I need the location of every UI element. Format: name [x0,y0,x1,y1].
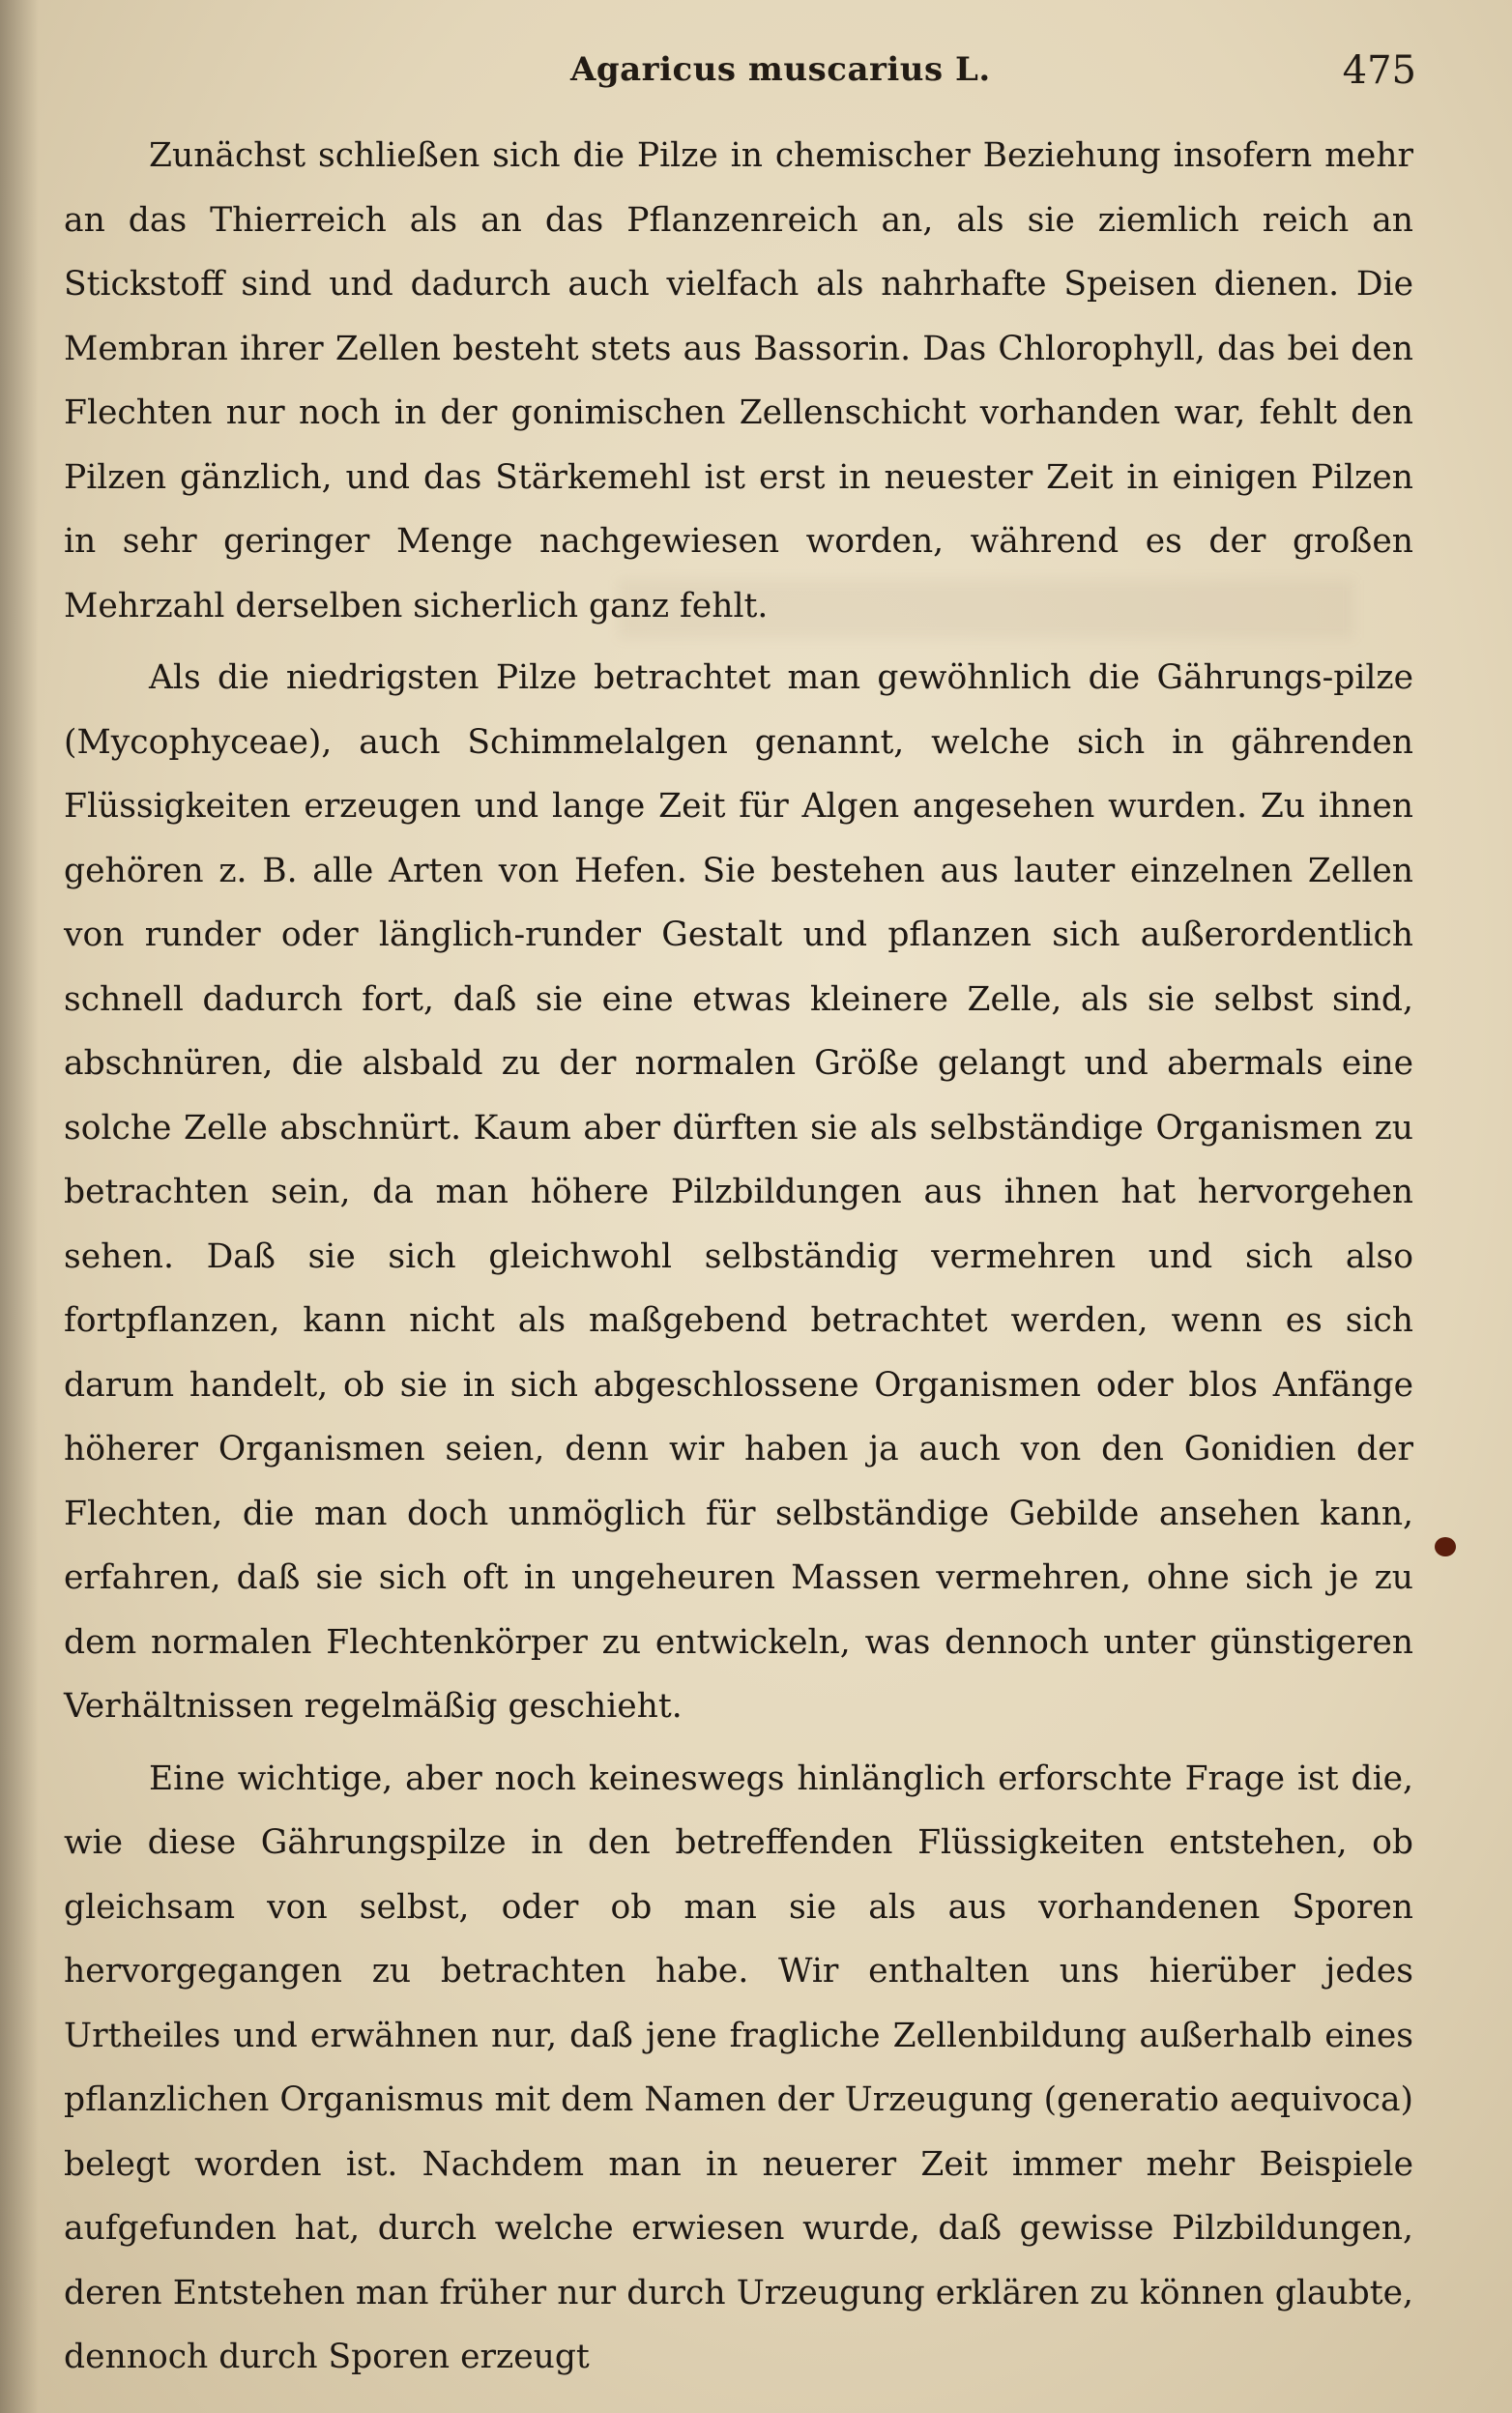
ink-spot-mark [1435,1537,1456,1556]
paragraph-3: Eine wichtige, aber noch keineswegs hinlänglich erforschte Frage ist die, wie diese Gährungspilze in den betreffenden Flüssigkeiten entstehen, ob gleichsam von selbst, oder ob man sie als aus vorhandenen Sporen hervorgegangen zu betrachten habe. Wir enthalten uns hierüber jedes Urtheiles und erwähnen nur, daß jene fragliche Zellenbildung außerhalb eines pflanzlichen Organismus mit dem Namen der Urzeugung (generatio aequivoca) belegt worden ist. Nachdem man in neuerer Zeit immer mehr Beispiele aufgefunden hat, durch welche erwiesen wurde, daß gewisse Pilzbildungen, deren Entstehen man früher nur durch Urzeugung erklären zu können glaubte, dennoch durch Sporen erzeugt [64,1759,1413,2376]
gutter-shadow [0,0,39,2413]
page-number: 475 [1342,48,1416,93]
body-text [64,124,1413,2398]
paragraph-1: Zunächst schließen sich die Pilze in chemischer Beziehung insofern mehr an das Thierreich als an das Pflanzenreich an, als sie ziemlich reich an Stickstoff sind und dadurch auch vielfach als nahrhafte Speisen dienen. Die Membran ihrer Zellen besteht stets aus Bassorin. Das Chlorophyll, das bei den Flechten nur noch in der gonimischen Zellenschicht vorhanden war, fehlt den Pilzen gänzlich, und das Stärkemehl ist erst in neuester Zeit in einigen Pilzen in sehr geringer Menge nachgewiesen worden, während es der großen Mehrzahl derselben sicherlich ganz fehlt. [64,136,1413,625]
paragraph-2: Als die niedrigsten Pilze betrachtet man gewöhnlich die Gährungs-pilze (Mycophyceae), auch Schimmelalgen genannt, welche sich in gährenden Flüssigkeiten erzeugen und lange Zeit für Algen angesehen wurden. Zu ihnen gehören z. B. alle Arten von Hefen. Sie bestehen aus lauter einzelnen Zellen von runder oder länglich-runder Gestalt und pflanzen sich außerordentlich schnell dadurch fort, daß sie eine etwas kleinere Zelle, als sie selbst sind, abschnüren, die alsbald zu der normalen Größe gelangt und abermals eine solche Zelle abschnürt. Kaum aber dürften sie als selbständige Organismen zu betrachten sein, da man höhere Pilzbildungen aus ihnen hat hervorgehen sehen. Daß sie sich gleichwohl selbständig vermehren und sich also fortpflanzen, kann nicht als maßgebend betrachtet werden, wenn es sich darum handelt, ob sie in sich abgeschlossene Organismen oder blos Anfänge höherer Organismen seien, denn wir haben ja auch von den Gonidien der Flechten, die man doch unmöglich für selbständige Gebilde ansehen kann, erfahren, daß sie sich oft in ungeheuren Massen vermehren, ohne sich je zu dem normalen Flechtenkörper zu entwickeln, was dennoch unter günstigeren Verhältnissen regelmäßig geschieht. [64,658,1413,1726]
page-header [58,43,1416,110]
running-head: Agaricus muscarius L. [570,50,991,89]
